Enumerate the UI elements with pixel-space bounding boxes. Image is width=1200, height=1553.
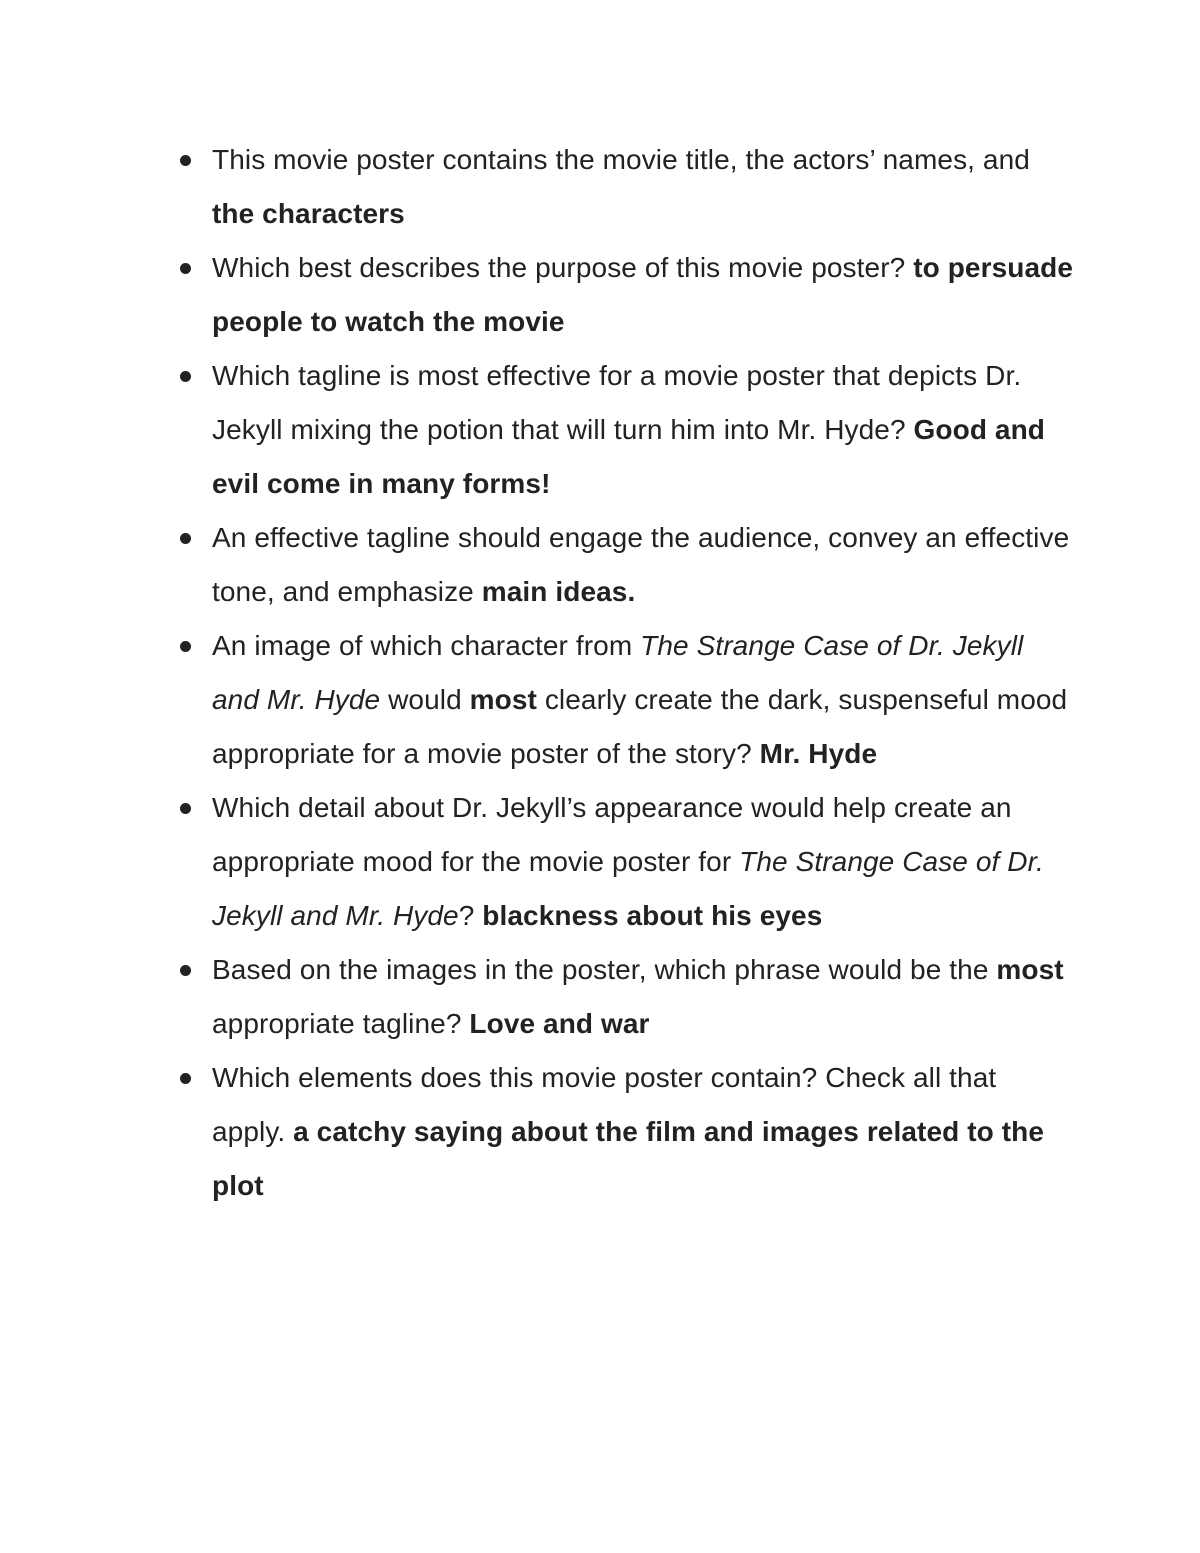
bullet-icon bbox=[180, 803, 191, 814]
emphasis-text: most bbox=[996, 954, 1064, 985]
item-text bbox=[212, 792, 1044, 931]
answer-text: a catchy saying about the film and images related to the plot bbox=[212, 1116, 1045, 1201]
bullet-icon bbox=[180, 641, 191, 652]
list-item bbox=[176, 619, 1076, 781]
question-text: Which elements does this movie poster contain? Check all that apply. bbox=[212, 1062, 997, 1147]
question-text: clearly create the dark, suspenseful mood appropriate for a movie poster of the story? bbox=[212, 684, 1068, 769]
answer-text: main ideas. bbox=[481, 576, 636, 607]
question-text: Based on the images in the poster, which phrase would be the bbox=[212, 954, 997, 985]
book-title: The Strange Case of Dr. Jekyll and Mr. Hyde bbox=[212, 630, 1024, 715]
list-item bbox=[176, 1051, 1076, 1213]
item-text bbox=[212, 630, 1067, 769]
list-item bbox=[176, 781, 1076, 943]
answer-text: the characters bbox=[212, 198, 405, 229]
list-item bbox=[176, 943, 1076, 1051]
question-text: Which detail about Dr. Jekyll’s appearance would help create an appropriate mood for the movie poster for bbox=[212, 792, 1012, 877]
emphasis-text: most bbox=[469, 684, 537, 715]
question-text: appropriate tagline? bbox=[212, 1008, 470, 1039]
item-text bbox=[212, 1062, 1044, 1201]
bullet-icon bbox=[180, 965, 191, 976]
bullet-icon bbox=[180, 155, 191, 166]
bullet-icon bbox=[180, 533, 191, 544]
bullet-icon bbox=[180, 263, 191, 274]
item-text bbox=[212, 954, 1064, 1039]
question-text: An image of which character from bbox=[212, 630, 641, 661]
question-text: An effective tagline should engage the audience, convey an effective tone, and emphasize bbox=[212, 522, 1070, 607]
item-text bbox=[212, 144, 1030, 229]
question-text: would bbox=[380, 684, 470, 715]
answer-text: to persuade people to watch the movie bbox=[212, 252, 1073, 337]
answer-text: Love and war bbox=[469, 1008, 650, 1039]
bullet-icon bbox=[180, 1073, 191, 1084]
answer-text: blackness about his eyes bbox=[482, 900, 823, 931]
question-text: ? bbox=[458, 900, 483, 931]
question-text: Which best describes the purpose of this movie poster? bbox=[212, 252, 914, 283]
answer-text: Good and evil come in many forms! bbox=[212, 414, 1045, 499]
answer-text: Mr. Hyde bbox=[759, 738, 878, 769]
bullet-icon bbox=[180, 371, 191, 382]
item-text bbox=[212, 252, 1073, 337]
list-item bbox=[176, 511, 1076, 619]
item-text bbox=[212, 522, 1069, 607]
item-text bbox=[212, 360, 1045, 499]
list-item bbox=[176, 241, 1076, 349]
question-text: Which tagline is most effective for a movie poster that depicts Dr. Jekyll mixing the potion that will turn him into Mr. Hyde? bbox=[212, 360, 1022, 445]
question-text: This movie poster contains the movie title, the actors’ names, and bbox=[212, 144, 1030, 175]
list-item bbox=[176, 349, 1076, 511]
answer-list bbox=[176, 133, 1076, 1213]
book-title: The Strange Case of Dr. Jekyll and Mr. Hyde bbox=[212, 846, 1044, 931]
list-item bbox=[176, 133, 1076, 241]
